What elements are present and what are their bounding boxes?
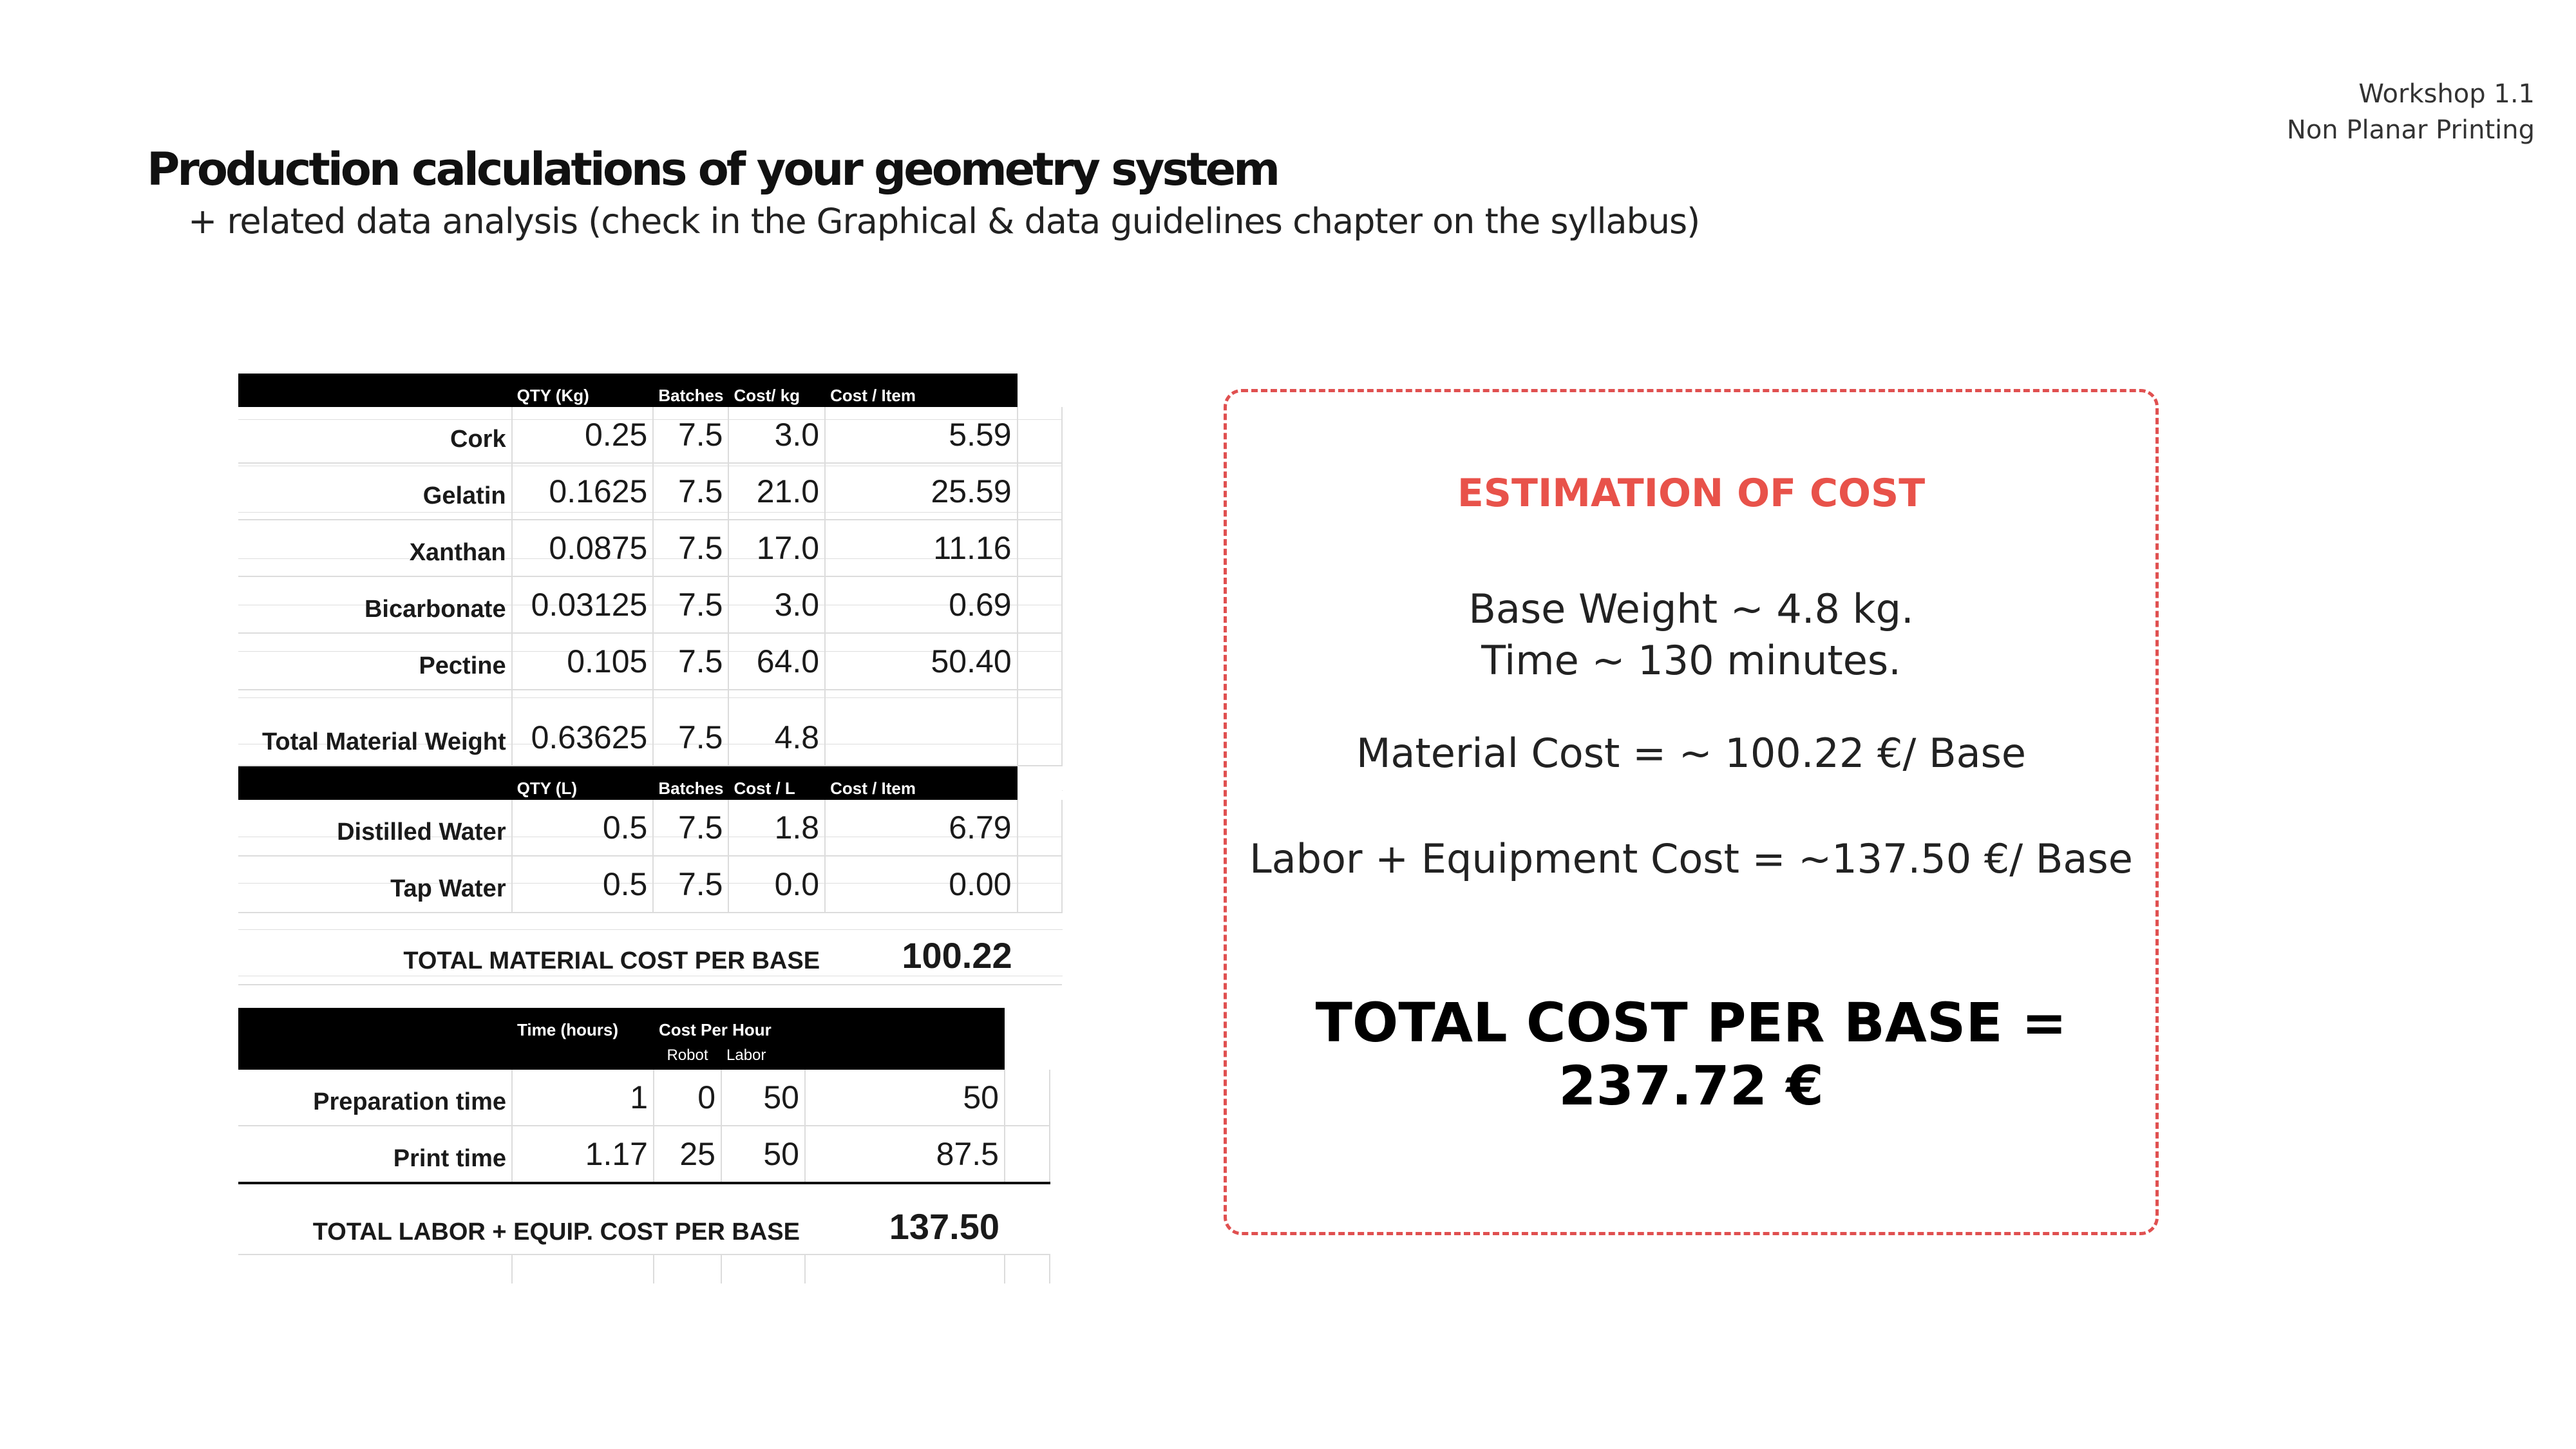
labor-subheader-row xyxy=(238,1041,1050,1070)
cost-cell: 1.8 xyxy=(728,800,825,856)
header-cost-item: Cost / Item xyxy=(825,766,1018,800)
empty-cell xyxy=(1018,520,1062,576)
batches-cell: 7.5 xyxy=(653,633,728,690)
labor-header-row xyxy=(238,1008,1050,1041)
empty-cell xyxy=(1018,766,1062,800)
material-total-label: TOTAL MATERIAL COST PER BASE xyxy=(238,913,825,985)
empty-cell xyxy=(1005,1183,1050,1255)
header-cell xyxy=(805,1008,1005,1041)
liquids-header-row xyxy=(238,766,1062,800)
robot-cell: 25 xyxy=(654,1126,721,1183)
robot-cell: 0 xyxy=(654,1070,721,1126)
header-qty: QTY (L) xyxy=(512,766,654,800)
empty-cell xyxy=(1018,576,1062,633)
batches-cell: 7.5 xyxy=(653,710,728,766)
table-row xyxy=(238,407,1062,463)
labor-total-label: TOTAL LABOR + EQUIP. COST PER BASE xyxy=(238,1183,805,1255)
row-label: Xanthan xyxy=(238,520,512,576)
cost-cell: 3.0 xyxy=(728,407,825,463)
estimation-card xyxy=(1224,389,2159,1235)
qty-cell: 0.105 xyxy=(512,633,654,690)
qty-cell: 0.63625 xyxy=(512,710,654,766)
material-total-value: 100.22 xyxy=(825,913,1018,985)
empty-cell xyxy=(1005,1126,1050,1183)
item-cost-cell: 11.16 xyxy=(825,520,1018,576)
table-row xyxy=(238,520,1062,576)
row-label: Cork xyxy=(238,407,512,463)
row-label: Tap Water xyxy=(238,856,512,913)
item-cost-cell: 0.69 xyxy=(825,576,1018,633)
cost-cell: 4.8 xyxy=(728,710,825,766)
batches-cell: 7.5 xyxy=(653,407,728,463)
empty-cell xyxy=(1005,1008,1050,1041)
materials-spreadsheet xyxy=(238,374,1063,985)
header-cost-kg: Cost/ kg xyxy=(728,374,825,407)
spacer-row xyxy=(238,1255,1050,1283)
cost-cell: 21.0 xyxy=(728,463,825,520)
row-label: Pectine xyxy=(238,633,512,690)
empty-cell xyxy=(1018,800,1062,856)
header-cell xyxy=(238,1008,512,1041)
table-row xyxy=(238,856,1062,913)
labor-total-row xyxy=(238,1183,1050,1255)
empty-cell xyxy=(1018,374,1062,407)
course-name: Non Planar Printing xyxy=(2286,115,2535,145)
estimation-heading: ESTIMATION OF COST xyxy=(1457,471,1926,516)
empty-cell xyxy=(1018,913,1062,985)
time-cell: 1.17 xyxy=(512,1126,654,1183)
empty-cell xyxy=(1005,1041,1050,1070)
batches-cell: 7.5 xyxy=(653,856,728,913)
qty-cell: 0.0875 xyxy=(512,520,654,576)
cost-cell: 64.0 xyxy=(728,633,825,690)
cost-cell: 3.0 xyxy=(728,576,825,633)
row-label: Bicarbonate xyxy=(238,576,512,633)
qty-cell: 0.03125 xyxy=(512,576,654,633)
header-cell xyxy=(805,1041,1005,1070)
table-row xyxy=(238,633,1062,690)
qty-cell: 0.1625 xyxy=(512,463,654,520)
batches-cell: 7.5 xyxy=(653,800,728,856)
labor-table xyxy=(238,1008,1050,1283)
labor-cost-text: Labor + Equipment Cost = ~137.50 €/ Base xyxy=(1249,835,2133,882)
labor-total-value: 137.50 xyxy=(805,1183,1005,1255)
labor-cell: 50 xyxy=(721,1070,805,1126)
header-time: Time (hours) xyxy=(512,1008,654,1041)
empty-cell xyxy=(1018,710,1062,766)
row-label: Preparation time xyxy=(238,1070,512,1126)
table-row xyxy=(238,1126,1050,1183)
page-title: Production calculations of your geometry system xyxy=(147,143,1278,196)
header-labor: Labor xyxy=(721,1041,805,1070)
time-cell: 1 xyxy=(512,1070,654,1126)
header-cost-item: Cost / Item xyxy=(825,374,1018,407)
total-weight-row xyxy=(238,710,1062,766)
cost-cell: 0.0 xyxy=(728,856,825,913)
header-cell xyxy=(512,1041,654,1070)
header-batches: Batches xyxy=(653,374,728,407)
header-cost-per-hour: Cost Per Hour xyxy=(654,1008,805,1041)
time-text: Time ~ 130 minutes. xyxy=(1481,637,1901,684)
row-label: Distilled Water xyxy=(238,800,512,856)
page-subtitle: + related data analysis (check in the Graphical & data guidelines chapter on the syllabus) xyxy=(188,201,1700,242)
workshop-label xyxy=(2287,76,2535,148)
table-row xyxy=(238,1070,1050,1126)
empty-cell xyxy=(1005,1070,1050,1126)
batches-cell: 7.5 xyxy=(653,463,728,520)
batches-cell: 7.5 xyxy=(653,576,728,633)
item-cost-cell: 5.59 xyxy=(825,407,1018,463)
item-cost-cell: 0.00 xyxy=(825,856,1018,913)
total-cost-text: TOTAL COST PER BASE = 237.72 € xyxy=(1315,991,2067,1117)
item-cost-cell: 50.40 xyxy=(825,633,1018,690)
header-qty: QTY (Kg) xyxy=(512,374,654,407)
header-cell xyxy=(238,374,512,407)
row-label: Print time xyxy=(238,1126,512,1183)
header-cell xyxy=(238,766,512,800)
labor-cell: 50 xyxy=(721,1126,805,1183)
empty-cell xyxy=(1018,856,1062,913)
workshop-number: Workshop 1.1 xyxy=(2358,79,2535,109)
cost-cell: 17.0 xyxy=(728,520,825,576)
item-cost-cell: 87.5 xyxy=(805,1126,1005,1183)
materials-header-row xyxy=(238,374,1062,407)
materials-table xyxy=(238,374,1063,985)
header-batches: Batches xyxy=(653,766,728,800)
qty-cell: 0.5 xyxy=(512,800,654,856)
item-cost-cell: 25.59 xyxy=(825,463,1018,520)
row-label: Total Material Weight xyxy=(238,710,512,766)
empty-cell xyxy=(1018,463,1062,520)
material-cost-text: Material Cost = ~ 100.22 €/ Base xyxy=(1356,730,2027,777)
table-row xyxy=(238,576,1062,633)
table-row xyxy=(238,800,1062,856)
base-weight-text: Base Weight ~ 4.8 kg. xyxy=(1468,585,1914,632)
labor-spreadsheet xyxy=(238,1008,1069,1283)
qty-cell: 0.25 xyxy=(512,407,654,463)
table-row xyxy=(238,463,1062,520)
empty-cell xyxy=(825,710,1018,766)
batches-cell: 7.5 xyxy=(653,520,728,576)
header-cost-l: Cost / L xyxy=(728,766,825,800)
row-label: Gelatin xyxy=(238,463,512,520)
qty-cell: 0.5 xyxy=(512,856,654,913)
header-robot: Robot xyxy=(654,1041,721,1070)
material-total-row xyxy=(238,913,1062,985)
spacer-row xyxy=(238,690,1062,710)
item-cost-cell: 50 xyxy=(805,1070,1005,1126)
empty-cell xyxy=(1018,407,1062,463)
empty-cell xyxy=(1018,633,1062,690)
item-cost-cell: 6.79 xyxy=(825,800,1018,856)
header-cell xyxy=(238,1041,512,1070)
